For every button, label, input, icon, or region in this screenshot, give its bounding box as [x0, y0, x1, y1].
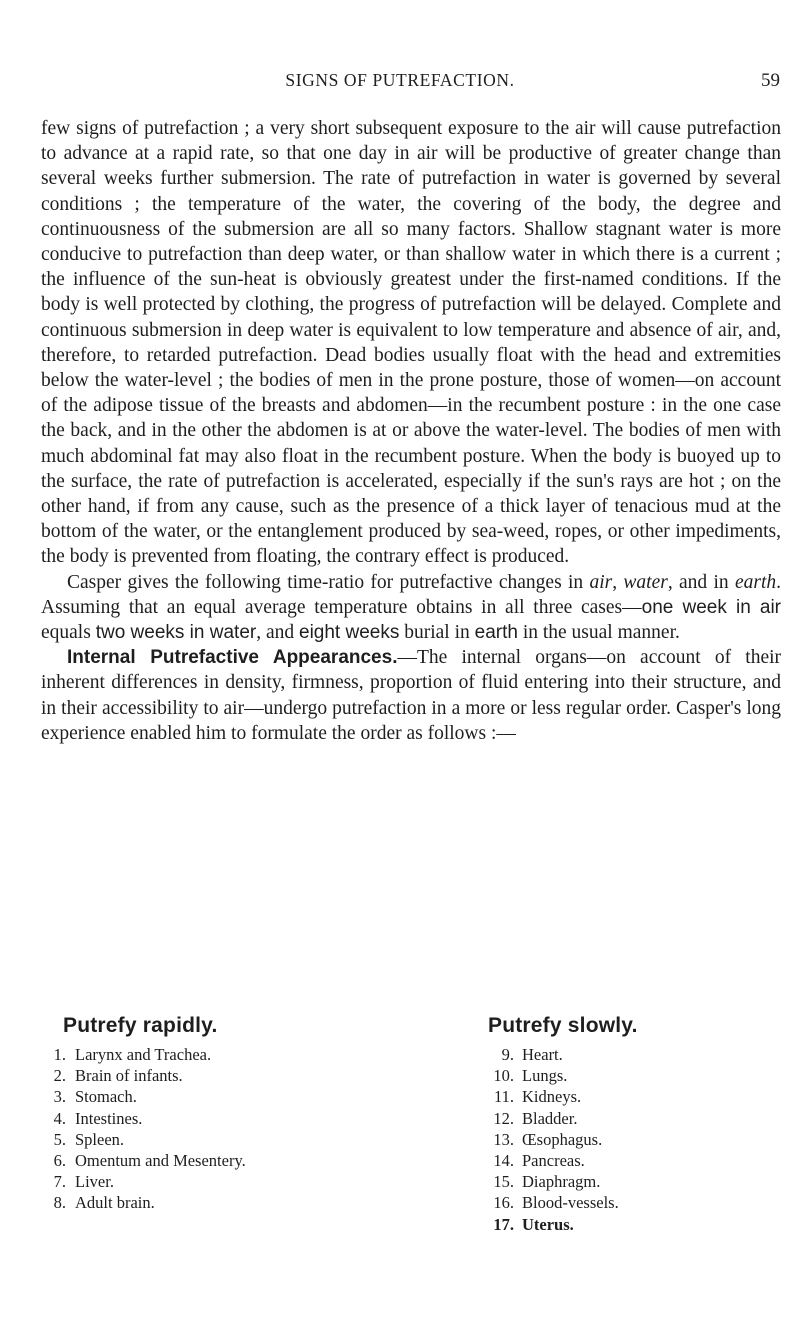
paragraph-submersion: few signs of putrefaction ; a very short subsequent exposure to the air will cause putrefaction to advance at a rapid rate, so that one day in air will be productive of greater change than several weeks further submersion. The rate of putrefaction in water is governed by several conditions ; the temperature of the water, the covering of the body, the degree and continuousness of the submersion are all so many factors. Shallow stagnant water is more conducive to putrefaction than deep water, or than shallow water in which there is a current ; the influence of the sun-heat is obviously greatest under the first-named conditions. If the body is well protected by clothing, the progress of putrefaction will be delayed. Complete and continuous submersion in deep water is equivalent to low temperature and absence of air, and, therefore, to retarded putrefaction. Dead bodies usually float with the head and extremities below the water-level ; the bodies of men in the prone posture, those of women—on account of the adipose tissue of the breasts and abdomen—in the recumbent posture : in the one case the back, and in the other the abdomen is at or above the water-level. The bodies of men with much abdominal fat may also float in the recumbent posture. When the body is buoyed up to the surface, the rate of putrefaction is accelerated, especially if the sun's rays are hot ; on the other hand, if from any cause, such as the presence of a thick layer of tenacious mud at the bottom of the water, or the entanglement produced by sea-weed, ropes, or other impediments, the body is prevented from floating, the contrary effect is produced. — [41, 118, 781, 568]
ratio-water: two weeks in water — [95, 622, 257, 644]
item-number: 8. — [53, 1193, 66, 1213]
item-label: Kidneys. — [522, 1087, 582, 1107]
list-item — [44, 1192, 414, 1213]
item-label: Heart. — [522, 1045, 563, 1064]
body-text — [41, 116, 781, 746]
list-item — [488, 1214, 768, 1235]
emphasis-air: air — [589, 571, 613, 593]
running-head — [40, 70, 780, 94]
column-putrefy-rapidly — [44, 1014, 414, 1214]
item-number: 13. — [493, 1129, 514, 1149]
text-run: in the usual manner. — [517, 622, 680, 644]
list-item — [488, 1108, 768, 1129]
list-item — [44, 1171, 414, 1192]
running-title: SIGNS OF PUTREFACTION. — [285, 70, 515, 90]
emphasis-earth: earth — [734, 571, 777, 593]
item-label: Brain of infants. — [75, 1066, 183, 1086]
list-item — [488, 1065, 768, 1086]
section-heading: Internal Putrefactive Appearances. — [67, 647, 398, 669]
item-label: Adult brain. — [75, 1193, 155, 1213]
item-number: 12. — [493, 1108, 514, 1128]
item-label: Liver. — [75, 1172, 114, 1192]
item-label: Spleen. — [75, 1129, 125, 1149]
item-label: Intestines. — [75, 1108, 143, 1128]
paragraph-internal-appearances — [41, 645, 781, 746]
item-number: 5. — [53, 1129, 66, 1149]
list-item — [44, 1150, 414, 1171]
item-label: Uterus. — [522, 1214, 574, 1234]
item-number: 7. — [53, 1172, 66, 1192]
item-number: 17. — [493, 1214, 514, 1234]
list-item — [488, 1129, 768, 1150]
text-run: burial in — [399, 622, 475, 644]
page-number: 59 — [761, 70, 780, 91]
item-number: 1. — [53, 1045, 66, 1064]
text-run: —The internal organs—on account of their inherent differences in density, firmness, proportion of fluid entering into their structure, and in their accessibility to air—undergo putrefaction in a more or less regular order. Casper's long experience enabled him to formulate the order as follows :— — [41, 647, 782, 744]
item-number: 3. — [53, 1087, 66, 1107]
text-run: , and — [256, 622, 299, 644]
list-item — [44, 1086, 414, 1107]
list-item — [44, 1108, 414, 1129]
organ-list — [44, 1044, 414, 1214]
emphasis-water: water — [623, 571, 668, 593]
item-number: 6. — [53, 1151, 66, 1171]
list-item — [44, 1065, 414, 1086]
list-item — [488, 1086, 768, 1107]
column-putrefy-slowly — [488, 1014, 768, 1235]
item-number: 10. — [493, 1066, 514, 1086]
item-label: Diaphragm. — [522, 1172, 601, 1192]
item-label: Stomach. — [75, 1087, 137, 1107]
list-item — [488, 1044, 768, 1065]
organ-lists — [44, 1014, 764, 1264]
ratio-earth-weeks: eight weeks — [299, 622, 400, 644]
item-label: Pancreas. — [522, 1151, 585, 1171]
list-item — [44, 1129, 414, 1150]
list-item — [488, 1171, 768, 1192]
text-run: , and in — [667, 571, 735, 593]
text-run: . Assuming that an equal average temperature obtains in all three cases— — [41, 571, 781, 618]
ratio-earth: earth — [474, 622, 518, 644]
column-heading: Putrefy rapidly. — [63, 1014, 218, 1037]
text-run: , — [612, 571, 624, 593]
list-item — [488, 1192, 768, 1213]
item-label: Blood-vessels. — [522, 1193, 619, 1213]
item-label: Bladder. — [522, 1108, 578, 1128]
paragraph-casper-ratio — [41, 570, 781, 646]
item-number: 4. — [53, 1108, 66, 1128]
item-number: 2. — [53, 1066, 66, 1086]
item-number: 11. — [493, 1087, 514, 1107]
item-number: 9. — [501, 1045, 514, 1064]
item-number: 15. — [493, 1172, 514, 1192]
column-heading: Putrefy slowly. — [488, 1014, 638, 1037]
item-label: Lungs. — [522, 1066, 568, 1086]
item-number: 14. — [493, 1151, 514, 1171]
item-label: Œsophagus. — [522, 1129, 603, 1149]
item-label: Larynx and Trachea. — [75, 1045, 212, 1064]
text-run: equals — [41, 622, 96, 644]
list-item — [44, 1044, 414, 1065]
list-item — [488, 1150, 768, 1171]
ratio-air: one week in air — [641, 596, 782, 618]
item-number: 16. — [493, 1193, 514, 1213]
organ-list — [488, 1044, 768, 1235]
item-label: Omentum and Mesentery. — [75, 1151, 246, 1171]
text-run: Casper gives the following time-ratio for putrefactive changes in — [67, 571, 590, 593]
